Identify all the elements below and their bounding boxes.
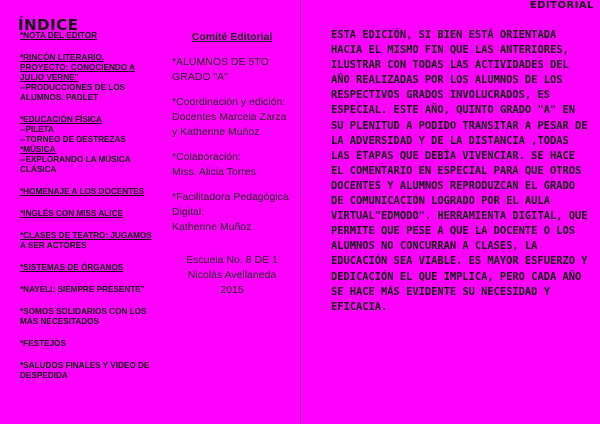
index-line: MÁS NECESITADOS xyxy=(20,317,99,326)
index-item xyxy=(20,209,170,219)
index-line: PROYECTO: CONOCIENDO A xyxy=(20,63,136,72)
committee-title: Comité Editorial xyxy=(191,31,273,43)
committee-facilitator-name: Katherine Muñoz xyxy=(172,221,252,233)
index-item xyxy=(20,339,170,349)
index-item xyxy=(20,285,170,295)
editorial-label: EDITORIAL xyxy=(529,0,594,11)
editorial-committee xyxy=(172,30,292,298)
index-line: DESPEDIDA xyxy=(20,371,68,380)
committee-coordination-label: *Coordinación y edición: xyxy=(172,96,286,108)
index-line: CLÁSICA xyxy=(20,165,57,174)
index-line: ALUMNOS. PADLET xyxy=(20,93,99,102)
committee-collaboration-label: *Colaboración: xyxy=(172,151,241,163)
index-line: *SISTEMAS DE ÓRGANOS xyxy=(20,263,124,272)
index-item xyxy=(20,31,170,41)
index-line: --PILETA xyxy=(20,125,54,134)
index-item xyxy=(20,263,170,273)
index-title: ÍNDICE xyxy=(18,16,79,34)
index-line: *NAYELI: SIEMPRE PRESENTE" xyxy=(20,285,145,294)
index-item xyxy=(20,187,170,197)
index-line: --EXPLORANDO LA MÚSICA xyxy=(20,155,131,164)
index-line: *SOMOS SOLIDARIOS CON LOS xyxy=(20,307,147,316)
committee-coordination-names: Docentes Marcela Zarza y Katherine Muñoz xyxy=(172,111,287,138)
index-line: *RINCÓN LITERARIO. xyxy=(20,53,105,62)
index-line: *HOMENAJE A LOS DOCENTES xyxy=(20,187,145,196)
index-line: *INGLÉS CON MISS ALICE xyxy=(20,209,123,218)
committee-facilitator-label: *Facilitadora Pedagógica Digital: xyxy=(172,191,289,218)
index-line: *SALUDOS FINALES Y VIDEO DE xyxy=(20,361,150,370)
index-line: *FESTEJOS xyxy=(20,339,66,348)
editorial-text: ESTA EDICIÓN, SI BIEN ESTÁ ORIENTADA HACIA EL MISMO FIN QUE LAS ANTERIORES, ILUSTRAR CON TODAS LAS ACTIVIDADES DEL AÑO REALIZADAS POR LOS ALUMNOS DE LOS RESPECTIVOS GRADOS INVOLUCRADOS, ES ESPECIAL. ESTE AÑO, QUINTO GRADO "A" EN SU PLENITUD A PODIDO TRANSITAR A PESAR DE LA ADVERSIDAD Y DE LA DISTANCIA ,TODAS LAS ETAPAS QUE DEBÍA VIVENCIAR. SE HACE EL COMENTARIO EN ESPECIAL PARA QUE OTROS DOCENTES Y ALUMNOS REPRODUZCAN EL GRADO DE COMUNICACIÓN LOGRADO POR EL AULA VIRTUAL"EDMODO". HERRAMIENTA DIGITAL, QUE PERMITE QUE PESE A QUE LA DOCENTE O LOS ALUMNOS NO CONCURRAN A CLASES, LA EDUCACIÓN SEA VIABLE. ES MAYOR ESFUERZO Y DEDICACIÓN EL QUE IMPLICA, PERO CADA AÑO SE HACE MÁS EVIDENTE SU NECESIDAD Y EFICACIA. xyxy=(331,29,588,313)
editorial-page xyxy=(301,0,600,424)
index-line: *EDUCACIÓN FÍSICA xyxy=(20,115,102,124)
school-year: 2015 xyxy=(220,284,244,296)
index-item xyxy=(20,307,170,327)
index-item xyxy=(20,115,170,175)
index-line: JULIO VERNE" xyxy=(20,73,79,82)
index-item xyxy=(20,231,170,251)
index-line: *MÚSICA xyxy=(20,145,56,154)
index-item xyxy=(20,53,170,103)
index-line: A SER ACTORES xyxy=(20,241,87,250)
index-list xyxy=(20,31,170,393)
committee-collaboration-name: Miss. Alicia Torres xyxy=(172,166,256,178)
index-line: --PRODUCCIONES DE LOS xyxy=(20,83,126,92)
index-line: *CLASES DE TEATRO: JUGAMOS xyxy=(20,231,152,240)
index-line: *NOTA DEL EDITOR xyxy=(20,31,98,40)
committee-students: *ALUMNOS DE 5TO GRADO "A" xyxy=(172,56,269,83)
index-line: --TORNEO DE DESTREZAS xyxy=(20,135,126,144)
index-item xyxy=(20,361,170,381)
school-name: Escuela No. 8 DE 1 Nicolás Avellaneda xyxy=(186,254,278,281)
